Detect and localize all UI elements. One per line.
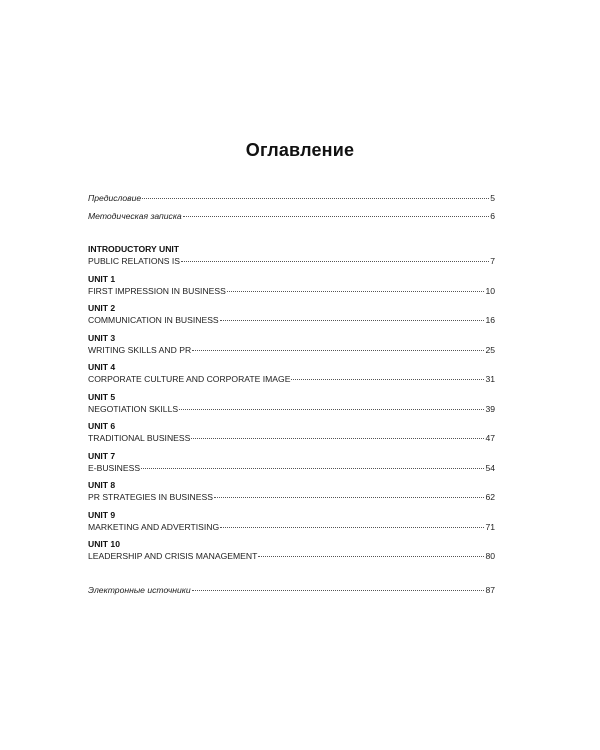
toc-entry-label: WRITING SKILLS AND PR [88,345,192,355]
toc-entry-label: NEGOTIATION SKILLS [88,404,179,414]
toc-entry-page: 54 [485,463,495,473]
dot-leader [183,216,490,217]
toc-entry-label: E-BUSINESS [88,463,141,473]
dot-leader [214,497,484,498]
toc-entry-page: 39 [485,404,495,414]
toc-entry-page: 16 [485,315,495,325]
dot-leader [179,409,484,410]
dot-leader [141,468,484,469]
unit-heading: UNIT 6 [88,421,116,431]
dot-leader [192,590,485,591]
dot-leader [220,527,484,528]
toc-entry-unit-8[interactable] [88,492,495,503]
toc-entry-label: TRADITIONAL BUSINESS [88,433,191,443]
page-title: Оглавление [245,140,355,160]
toc-entry-label: MARKETING AND ADVERTISING [88,522,220,532]
toc-entry-label: COMMUNICATION IN BUSINESS [88,315,219,325]
toc-entry-page: 87 [485,585,495,595]
toc-entry-unit-intro[interactable] [88,256,495,267]
toc-entry-page: 10 [485,286,495,296]
toc-entry-page: 5 [490,193,495,203]
unit-heading: UNIT 1 [88,274,116,284]
dot-leader [142,198,489,199]
toc-entry-preface[interactable] [88,193,495,204]
toc-entry-label: LEADERSHIP AND CRISIS MANAGEMENT [88,551,258,561]
toc-entry-page: 6 [490,211,495,221]
unit-heading: INTRODUCTORY UNIT [88,244,180,254]
toc-entry-page: 31 [485,374,495,384]
toc-entry-label: Электронные источники [88,585,191,595]
toc-entry-label: Предисловие [88,193,142,203]
toc-entry-label: FIRST IMPRESSION IN BUSINESS [88,286,226,296]
toc-entry-page: 80 [485,551,495,561]
dot-leader [191,438,484,439]
toc-entry-unit-7[interactable] [88,463,495,474]
dot-leader [291,379,484,380]
toc-entry-label: PUBLIC RELATIONS IS [88,256,181,266]
toc-entry-page: 71 [485,522,495,532]
toc-entry-unit-10[interactable] [88,551,495,562]
toc-entry-page: 47 [485,433,495,443]
toc-entry-unit-9[interactable] [88,522,495,533]
toc-entry-unit-3[interactable] [88,345,495,356]
unit-heading: UNIT 8 [88,480,116,490]
toc-entry-unit-4[interactable] [88,374,495,385]
dot-leader [220,320,485,321]
unit-heading: UNIT 4 [88,362,116,372]
dot-leader [258,556,484,557]
dot-leader [192,350,484,351]
toc-entry-electronic-sources[interactable] [88,585,495,596]
toc-entry-label: PR STRATEGIES IN BUSINESS [88,492,213,502]
unit-heading: UNIT 2 [88,303,116,313]
toc-entry-page: 25 [485,345,495,355]
toc-entry-methodical-note[interactable] [88,211,495,222]
toc-entry-page: 62 [485,492,495,502]
toc-entry-label: CORPORATE CULTURE AND CORPORATE IMAGE [88,374,291,384]
unit-heading: UNIT 10 [88,539,120,549]
dot-leader [181,261,489,262]
toc-entry-unit-1[interactable] [88,286,495,297]
unit-heading: UNIT 3 [88,333,116,343]
toc-entry-unit-6[interactable] [88,433,495,444]
toc-entry-page: 7 [490,256,495,266]
unit-heading: UNIT 5 [88,392,116,402]
dot-leader [227,291,485,292]
unit-heading: UNIT 7 [88,451,116,461]
unit-heading: UNIT 9 [88,510,116,520]
toc-entry-label: Методическая записка [88,211,182,221]
toc-entry-unit-2[interactable] [88,315,495,326]
toc-entry-unit-5[interactable] [88,404,495,415]
